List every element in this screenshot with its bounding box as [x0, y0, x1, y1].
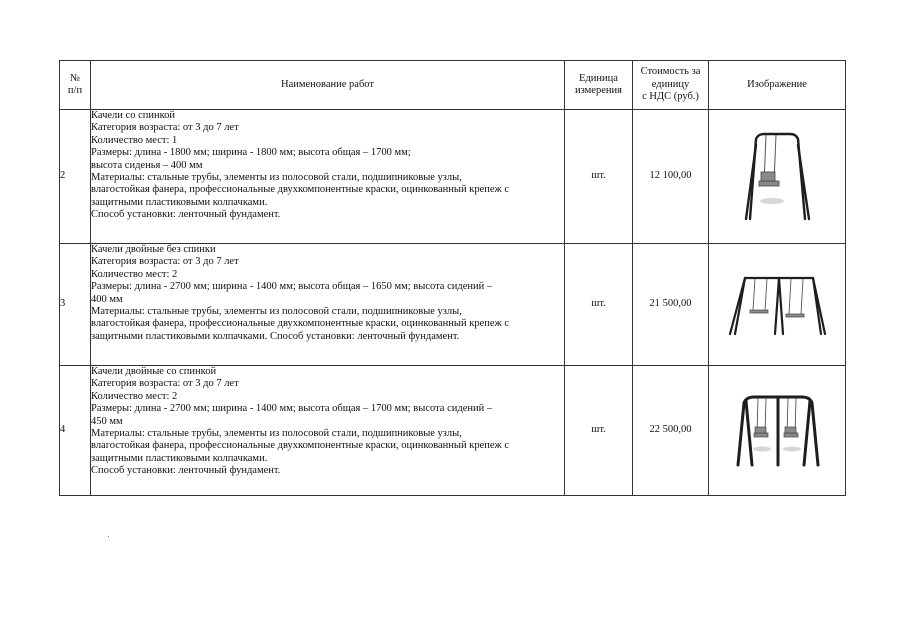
header-unit-line-2: измерения — [575, 85, 622, 96]
description-line: Категория возраста: от 3 до 7 лет — [91, 122, 239, 134]
row-number: 2 — [60, 110, 91, 244]
header-unit — [565, 61, 633, 110]
row-image — [709, 366, 846, 496]
description-line: влагостойкая фанера, профессиональные двухкомпонентные краски, оцинкованный крепеж с — [91, 440, 510, 452]
double-swing-with-backrest-icon — [732, 393, 822, 469]
description-line: Материалы: стальные трубы, элементы из полосовой стали, подшипниковые узлы, — [91, 428, 462, 440]
description-line: защитными пластиковыми колпачками. Способ установки: ленточный фундамент. — [91, 330, 460, 342]
description-line: защитными пластиковыми колпачками. — [91, 196, 268, 208]
description-line: влагостойкая фанера, профессиональные двухкомпонентные краски, оцинкованный крепеж с — [91, 184, 510, 196]
description-line: защитными пластиковыми колпачками. — [91, 452, 268, 464]
description-line: Материалы: стальные трубы, элементы из полосовой стали, подшипниковые узлы, — [91, 172, 462, 184]
stray-dot — [108, 536, 109, 537]
row-description — [91, 110, 565, 244]
description-line: Качели со спинкой — [91, 110, 176, 121]
header-name-line-1: Наименование работ — [281, 78, 374, 90]
table-row — [60, 110, 846, 244]
row-description — [91, 366, 565, 496]
table-row — [60, 366, 846, 496]
description-line: Размеры: длина - 2700 мм; ширина - 1400 мм; высота общая – 1650 мм; высота сидений – — [91, 281, 493, 293]
table-row — [60, 244, 846, 366]
description-line: Категория возраста: от 3 до 7 лет — [91, 256, 239, 268]
single-swing-with-backrest-icon — [742, 131, 812, 223]
description-line: Качели двойные без спинки — [91, 244, 216, 255]
double-swing-without-backrest-icon — [727, 272, 827, 338]
header-num-line-2: п/п — [67, 85, 83, 96]
description-line: влагостойкая фанера, профессиональные двухкомпонентные краски, оцинкованный крепеж с — [91, 318, 510, 330]
description-line: Количество мест: 1 — [91, 134, 178, 146]
header-num — [60, 61, 91, 110]
header-num-line-1: № — [69, 72, 81, 84]
row-unit: шт. — [565, 110, 633, 244]
row-number: 4 — [60, 366, 91, 496]
header-name — [91, 61, 565, 110]
header-image — [709, 61, 846, 110]
row-description — [91, 244, 565, 366]
description-line: Категория возраста: от 3 до 7 лет — [91, 378, 239, 390]
description-line: высота сиденья – 400 мм — [91, 159, 203, 171]
description-line: Размеры: длина - 2700 мм; ширина - 1400 мм; высота общая – 1700 мм; высота сидений – — [91, 403, 493, 415]
description-line: 450 мм — [91, 415, 123, 427]
header-price — [633, 61, 709, 110]
description-line: Способ установки: ленточный фундамент. — [91, 465, 281, 477]
row-unit: шт. — [565, 244, 633, 366]
description-line: Размеры: длина - 1800 мм; ширина - 1800 мм; высота общая – 1700 мм; — [91, 147, 411, 159]
description-line: 400 мм — [91, 293, 123, 305]
row-unit: шт. — [565, 366, 633, 496]
price-table — [59, 60, 846, 496]
row-image — [709, 110, 846, 244]
description-line: Количество мест: 2 — [91, 390, 178, 402]
header-image-line-1: Изображение — [747, 78, 807, 90]
header-price-line-3: с НДС (руб.) — [642, 91, 699, 103]
row-image — [709, 244, 846, 366]
header-price-line-2: единицу — [651, 78, 690, 90]
row-price: 22 500,00 — [633, 366, 709, 496]
header-row — [60, 61, 846, 110]
description-line: Способ установки: ленточный фундамент. — [91, 209, 281, 221]
row-price: 12 100,00 — [633, 110, 709, 244]
row-number: 3 — [60, 244, 91, 366]
description-line: Материалы: стальные трубы, элементы из полосовой стали, подшипниковые узлы, — [91, 306, 462, 318]
description-line: Количество мест: 2 — [91, 268, 178, 280]
row-price: 21 500,00 — [633, 244, 709, 366]
header-unit-line-1: Единица — [579, 72, 618, 84]
header-price-line-1: Стоимость за — [640, 66, 701, 78]
description-line: Качели двойные со спинкой — [91, 366, 217, 377]
